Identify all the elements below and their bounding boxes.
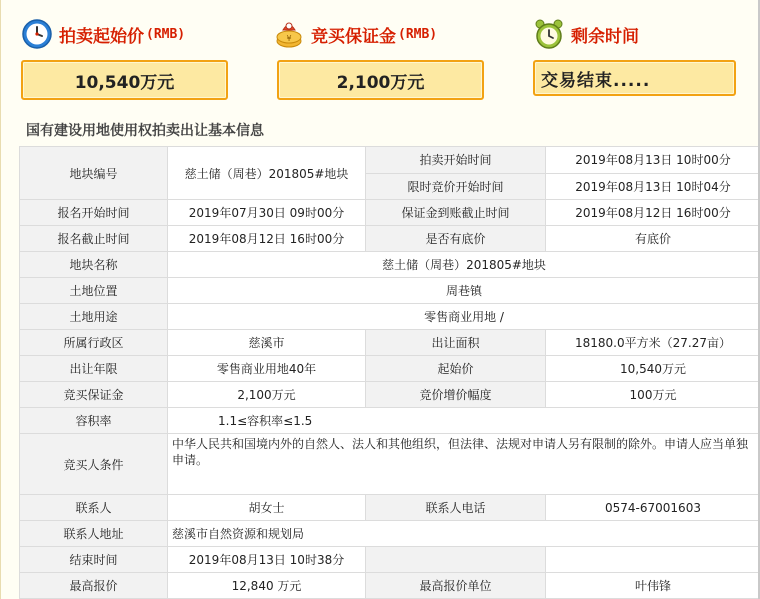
highest-bidder-value: 叶伟锋 [546, 573, 760, 599]
land-info-table [19, 146, 760, 599]
reserve-price-label: 是否有底价 [366, 226, 546, 252]
table-row [20, 356, 760, 382]
table-row [20, 226, 760, 252]
remaining-time-value: 交易结束..... [541, 70, 651, 91]
table-row [20, 408, 760, 434]
deposit-deadline-label: 保证金到账截止时间 [366, 200, 546, 226]
bid-increment-label: 竞价增价幅度 [366, 382, 546, 408]
section-title: 国有建设用地使用权拍卖出让基本信息 [26, 123, 264, 139]
land-use-label: 土地用途 [20, 304, 168, 330]
contact-address-label: 联系人地址 [20, 521, 168, 547]
table-row [20, 434, 760, 495]
bidder-conditions-value: 中华人民共和国境内外的自然人、法人和其他组织，但法律、法规对申请人另有限制的除外。申请人应当单独申请。 [168, 434, 760, 495]
timed-bid-start-label: 限时竞价开始时间 [366, 173, 546, 200]
start-price-header [21, 16, 185, 52]
table-row [20, 200, 760, 226]
deposit-header [273, 16, 437, 52]
contact-phone-value: 0574-67001603 [546, 495, 760, 521]
contact-person-label: 联系人 [20, 495, 168, 521]
table-row [20, 330, 760, 356]
table-row [20, 304, 760, 330]
land-use-value: 零售商业用地 / [168, 304, 760, 330]
registration-start-value: 2019年07月30日 09时00分 [168, 200, 366, 226]
contact-phone-label: 联系人电话 [366, 495, 546, 521]
end-time-label: 结束时间 [20, 547, 168, 573]
empty-cell [546, 547, 760, 573]
start-price-label: 拍卖起始价 [59, 26, 144, 47]
highest-bid-label: 最高报价 [20, 573, 168, 599]
bid-deposit-label: 竞买保证金 [20, 382, 168, 408]
parcel-name-label: 地块名称 [20, 252, 168, 278]
table-row [20, 495, 760, 521]
registration-end-label: 报名截止时间 [20, 226, 168, 252]
bid-increment-value: 100万元 [546, 382, 760, 408]
reserve-price-value: 有底价 [546, 226, 760, 252]
plot-ratio-value: 1.1≤容积率≤1.5 [168, 408, 760, 434]
bid-deposit-value: 2,100万元 [168, 382, 366, 408]
money-bag-icon [273, 18, 305, 50]
parcel-number-value: 慈土储（周巷）201805#地块 [168, 147, 366, 200]
start-price-value-box [21, 60, 228, 100]
lease-term-label: 出让年限 [20, 356, 168, 382]
deposit-value-box [277, 60, 484, 100]
registration-end-value: 2019年08月12日 16时00分 [168, 226, 366, 252]
area-value: 18180.0平方米（27.27亩） [546, 330, 760, 356]
deposit-deadline-value: 2019年08月12日 16时00分 [546, 200, 760, 226]
table-row [20, 382, 760, 408]
highest-bidder-label: 最高报价单位 [366, 573, 546, 599]
section-header [21, 110, 759, 147]
alarm-clock-icon [533, 18, 565, 50]
parcel-name-value: 慈土储（周巷）201805#地块 [168, 252, 760, 278]
timed-bid-start-value: 2019年08月13日 10时04分 [546, 173, 760, 200]
contact-address-value: 慈溪市自然资源和规划局 [168, 521, 760, 547]
registration-start-label: 报名开始时间 [20, 200, 168, 226]
table-row [20, 278, 760, 304]
parcel-number-label: 地块编号 [20, 147, 168, 200]
start-price-unit: (RMB) [146, 26, 186, 42]
remaining-time-value-box [533, 60, 736, 96]
land-location-value: 周巷镇 [168, 278, 760, 304]
starting-price-label: 起始价 [366, 356, 546, 382]
area-label: 出让面积 [366, 330, 546, 356]
table-row [20, 547, 760, 573]
deposit-label: 竞买保证金 [311, 26, 396, 47]
district-value: 慈溪市 [168, 330, 366, 356]
remaining-time-label: 剩余时间 [571, 26, 639, 47]
highest-bid-value: 12,840 万元 [168, 573, 366, 599]
table-row [20, 252, 760, 278]
clock-icon [21, 18, 53, 50]
lease-term-value: 零售商业用地40年 [168, 356, 366, 382]
land-location-label: 土地位置 [20, 278, 168, 304]
district-label: 所属行政区 [20, 330, 168, 356]
auction-start-value: 2019年08月13日 10时00分 [546, 147, 760, 174]
empty-cell [366, 547, 546, 573]
plot-ratio-label: 容积率 [20, 408, 168, 434]
table-row [20, 573, 760, 599]
table-row [20, 521, 760, 547]
auction-start-label: 拍卖开始时间 [366, 147, 546, 174]
contact-person-value: 胡女士 [168, 495, 366, 521]
starting-price-value: 10,540万元 [546, 356, 760, 382]
end-time-value: 2019年08月13日 10时38分 [168, 547, 366, 573]
start-price-value: 10,540万元 [74, 72, 175, 93]
bidder-conditions-label: 竞买人条件 [20, 434, 168, 495]
svg-text:¥: ¥ [286, 34, 292, 43]
deposit-unit: (RMB) [398, 26, 438, 42]
table-row [20, 147, 760, 174]
deposit-value: 2,100万元 [336, 72, 425, 93]
remaining-time-header [533, 16, 639, 52]
